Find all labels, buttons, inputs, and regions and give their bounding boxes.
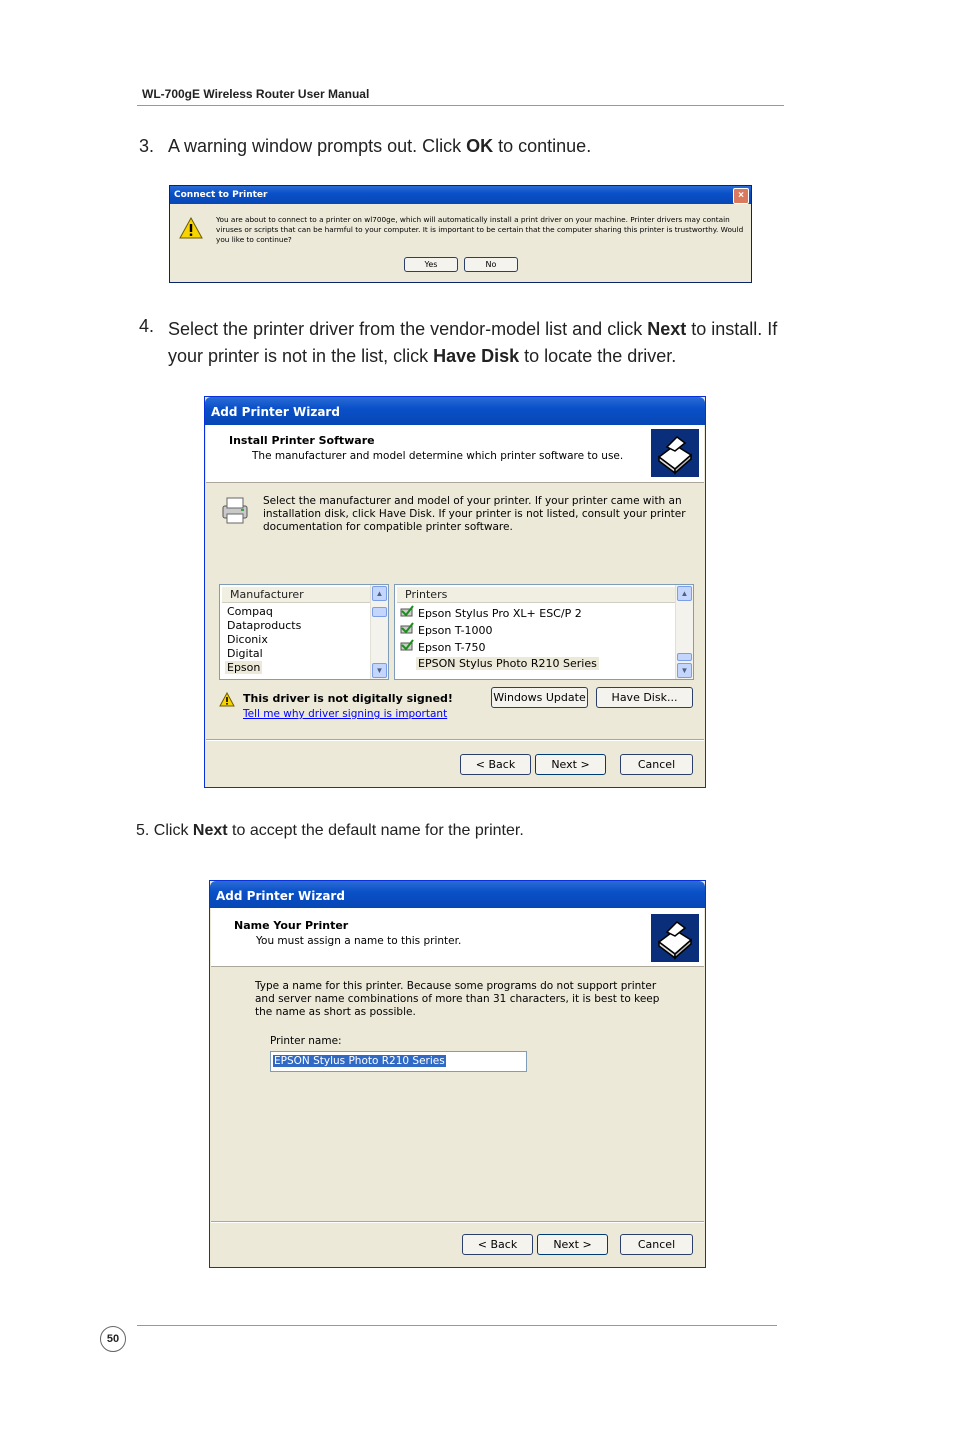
step-5-post: to accept the default name for the printer. <box>227 822 524 839</box>
add-printer-wizard-name <box>209 880 706 1268</box>
scroll-up-icon[interactable]: ▲ <box>677 586 692 601</box>
no-button[interactable]: No <box>464 257 518 272</box>
back-button[interactable]: < Back <box>462 1234 533 1255</box>
cancel-button[interactable]: Cancel <box>620 754 693 775</box>
driver-signing-link[interactable]: Tell me why driver signing is important <box>243 708 448 720</box>
printer-name-input[interactable] <box>270 1051 527 1072</box>
next-button[interactable]: Next > <box>535 754 606 775</box>
wizard1-heading: Install Printer Software <box>229 434 375 447</box>
wizard1-footer-divider <box>206 739 704 741</box>
list-item[interactable]: Dataproducts <box>227 619 302 632</box>
printers-listbox[interactable] <box>394 584 694 680</box>
unsigned-driver-warning: This driver is not digitally signed! <box>243 692 453 705</box>
wizard1-subheading: The manufacturer and model determine which printer software to use. <box>252 450 624 462</box>
dialog-title: Connect to Printer <box>174 190 268 200</box>
scroll-thumb[interactable] <box>677 653 692 661</box>
wizard2-subheading: You must assign a name to this printer. <box>256 935 462 947</box>
warning-icon <box>179 217 203 239</box>
windows-update-button[interactable]: Windows Update <box>491 687 588 708</box>
list-item[interactable]: Diconix <box>227 633 268 646</box>
step-5-text <box>136 822 524 840</box>
signed-driver-icon <box>400 639 414 652</box>
printer-name-label: Printer name: <box>270 1035 342 1047</box>
step-3-number: 3. <box>139 136 155 156</box>
list-item-selected[interactable]: EPSON Stylus Photo R210 Series <box>418 657 597 670</box>
close-icon[interactable]: × <box>733 188 749 204</box>
manual-header: WL-700gE Wireless Router User Manual <box>142 87 370 101</box>
wizard2-instructions: Type a name for this printer. Because some programs do not support printer and server name combinations of more than 31 characters, it is best to keep the name as short as possible. <box>255 980 660 1018</box>
step-5-pre: 5. Click <box>136 822 193 839</box>
step-4-post: to locate the driver. <box>519 346 677 366</box>
list-item[interactable]: Epson T-1000 <box>418 624 493 637</box>
list-item[interactable]: Compaq <box>227 605 273 618</box>
wizard2-header-panel <box>211 908 704 967</box>
footer-divider <box>137 1325 777 1326</box>
scroll-down-icon[interactable]: ▼ <box>372 663 387 678</box>
manufacturer-listbox[interactable] <box>219 584 389 680</box>
list-item[interactable]: Epson Stylus Pro XL+ ESC/P 2 <box>418 607 582 620</box>
step-4-bold-have-disk: Have Disk <box>433 346 520 366</box>
step-3-text <box>168 136 591 157</box>
printers-column-header[interactable]: Printers <box>397 587 675 603</box>
manufacturer-scrollbar[interactable] <box>370 585 388 679</box>
have-disk-button[interactable]: Have Disk... <box>596 687 693 708</box>
dialog-message: You are about to connect to a printer on wl700ge, which will automatically install a print driver on your machine. Printer drivers may contain viruses or scripts that can be harmful to your computer. It is important to be certain that the computer sharing this printer is trustworthy. Would you like to continue? <box>216 215 744 244</box>
connect-to-printer-dialog <box>169 185 752 283</box>
next-button[interactable]: Next > <box>537 1234 608 1255</box>
header-divider <box>137 105 784 106</box>
warning-icon <box>219 692 235 707</box>
printer-icon <box>219 494 251 526</box>
scroll-down-icon[interactable]: ▼ <box>677 663 692 678</box>
scroll-up-icon[interactable]: ▲ <box>372 586 387 601</box>
step-3-pre: A warning window prompts out. Click <box>168 136 467 156</box>
step-4-number: 4. <box>139 316 155 336</box>
yes-button[interactable]: Yes <box>404 257 458 272</box>
step-3-post: to continue. <box>493 136 592 156</box>
dialog-titlebar[interactable] <box>170 186 751 204</box>
wizard1-instructions: Select the manufacturer and model of your printer. If your printer came with an installation disk, click Have Disk. If your printer is not listed, consult your printer documentation for compatible printer software. <box>263 495 686 533</box>
printers-scrollbar[interactable] <box>675 585 693 679</box>
step-5-bold: Next <box>192 822 228 839</box>
wizard1-titlebar[interactable] <box>205 397 705 425</box>
wizard1-title: Add Printer Wizard <box>211 405 340 419</box>
step-4-mid: to install. If your printer is not in the list, click <box>168 319 778 366</box>
step-4-pre: Select the printer driver from the vendor-model list and click <box>168 319 648 339</box>
scroll-thumb[interactable] <box>372 607 387 617</box>
step-4-bold-next: Next <box>647 319 687 339</box>
list-item[interactable]: Digital <box>227 647 263 660</box>
list-item[interactable]: Epson T-750 <box>418 641 486 654</box>
wizard2-footer-divider <box>211 1221 704 1223</box>
add-printer-wizard-install <box>204 396 706 788</box>
wizard2-title: Add Printer Wizard <box>216 889 345 903</box>
printer-name-value: EPSON Stylus Photo R210 Series <box>274 1055 445 1067</box>
step-4-text <box>168 316 788 370</box>
wizard2-titlebar[interactable] <box>210 881 705 908</box>
cancel-button[interactable]: Cancel <box>620 1234 693 1255</box>
manufacturer-column-header[interactable]: Manufacturer <box>222 587 370 603</box>
list-item-selected[interactable]: Epson <box>227 661 261 674</box>
signed-driver-icon <box>400 605 414 618</box>
wizard2-heading: Name Your Printer <box>234 919 349 932</box>
page-number: 50 <box>100 1326 126 1352</box>
printer-wizard-icon <box>651 429 699 477</box>
back-button[interactable]: < Back <box>460 754 531 775</box>
wizard1-header-panel <box>206 425 704 483</box>
printer-wizard-icon <box>651 914 699 962</box>
step-3-bold: OK <box>466 136 494 156</box>
signed-driver-icon <box>400 622 414 635</box>
